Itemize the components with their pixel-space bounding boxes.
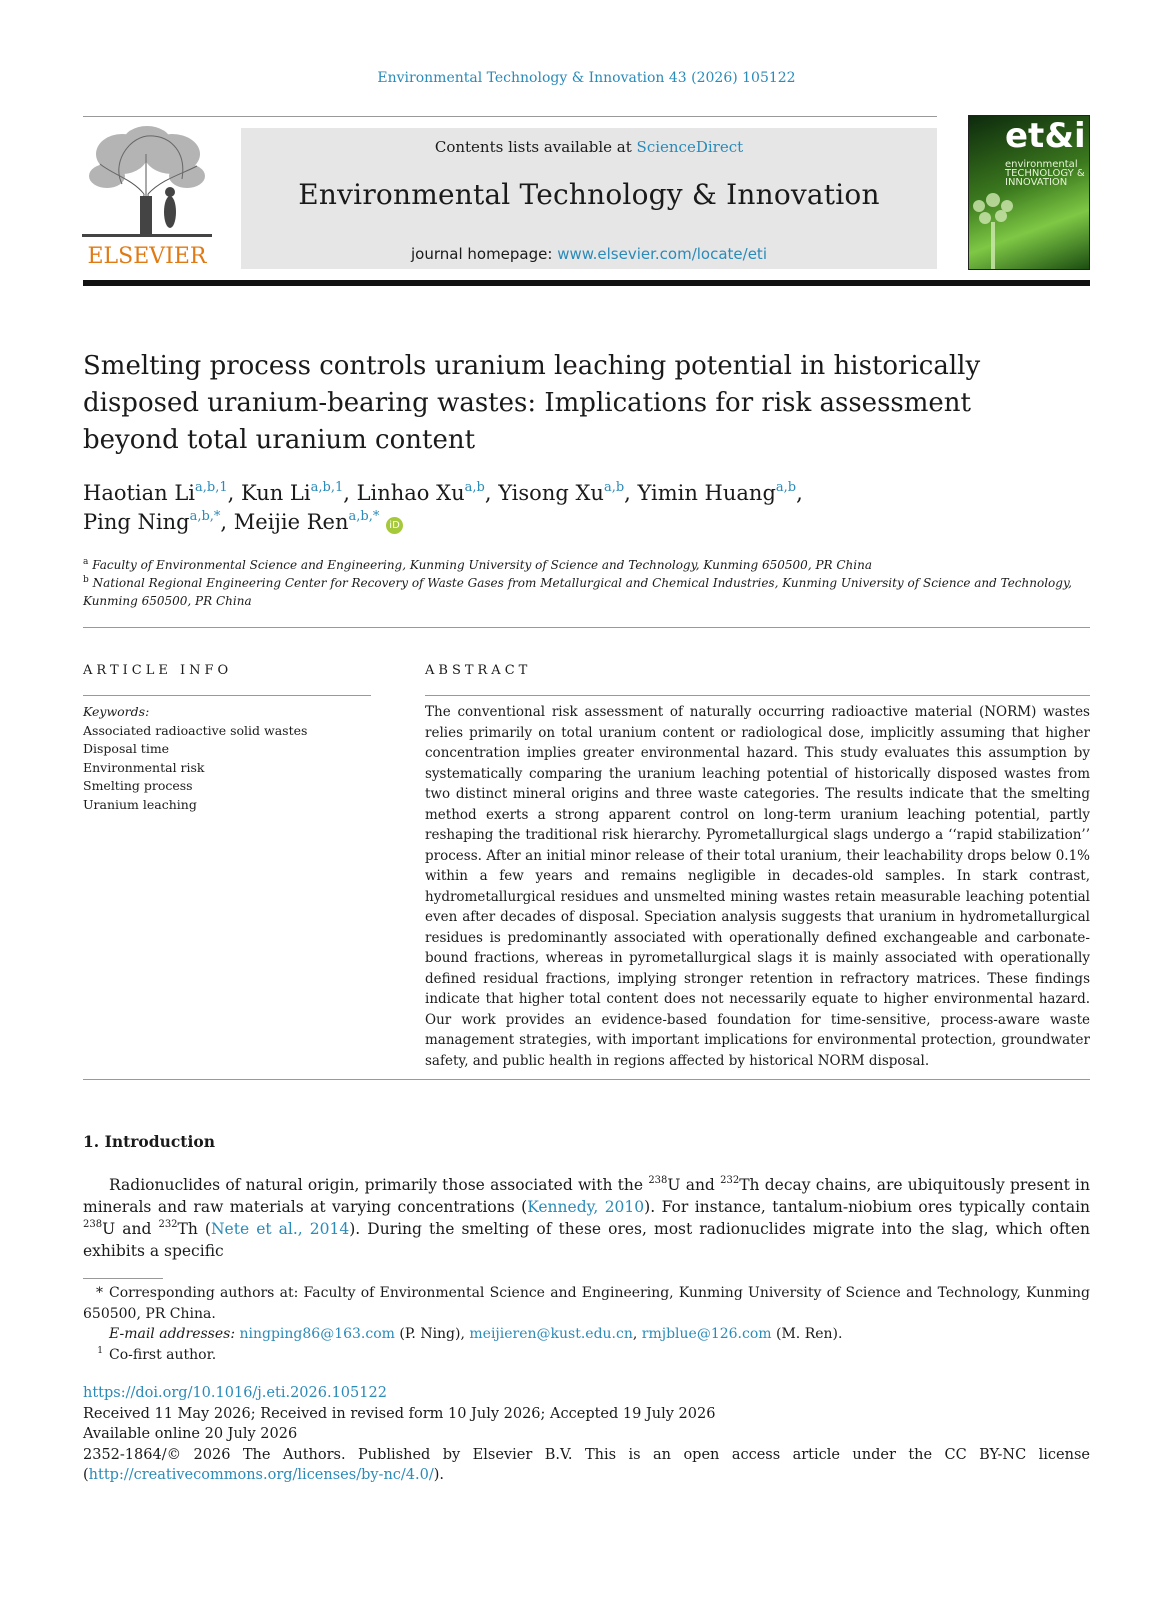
received-dates: Received 11 May 2026; Received in revised form 10 July 2026; Accepted 19 July 2026: [83, 1405, 716, 1422]
journal-cover-image[interactable]: [968, 115, 1090, 270]
abstract-text: The conventional risk assessment of naturally occurring radioactive material (NORM) wastes relies primarily on total uranium content or radiological dose, implicitly assuming that higher concentration implies greater environmental hazard. This study evaluates this assumption by systematically comparing the uranium leaching potential of historically disposed wastes from two distinct mineral origins and three waste categories. The results indicate that the smelting method exerts a strong apparent control on long-term uranium leaching potential, partly reshaping the traditional risk hierarchy. Pyrometallurgical slags undergo a ‘‘rapid stabilization’’ process. After an initial minor release of their total uranium, their leachability drops below 0.1% within a few years and remains negligible in decades-old samples. In stark contrast, hydrometallurgical residues and unsmelted mining wastes retain measurable leaching potential even after decades of disposal. Speciation analysis suggests that uranium in hydrometallurgical residues is predominantly associated with operationally defined exchangeable and carbonate-bound fractions, whereas in pyrometallurgical slags it is mainly associated with operationally defined residual fractions, implying stronger retention in refractory matrices. These findings indicate that higher total content does not necessarily equate to higher environmental hazard. Our work provides an evidence-based foundation for time-sensitive, process-aware waste management strategies, with important implications for environmental protection, groundwater safety, and public health in regions affected by historical NORM disposal.: [425, 704, 1090, 1069]
intro-text: ). During the smelting of these ores, most radionuclides migrate into the slag, which often exhibits a specific: [83, 1220, 1090, 1260]
affiliation-text: National Regional Engineering Center for Recovery of Waste Gases from Metallurgical and Chemical Industries, Kunming University of Science and Technology, Kunming 650500, PR China: [83, 576, 1072, 608]
author-affiliation-marker[interactable]: a,b,1: [195, 480, 228, 495]
abstract-divider: [425, 695, 1090, 696]
cover-text: [1005, 160, 1085, 187]
citation-link[interactable]: Kennedy, 2010: [527, 1198, 645, 1216]
intro-text: U and: [667, 1176, 721, 1194]
author-affiliation-marker[interactable]: a,b: [603, 480, 625, 495]
cofirst-footnote: [83, 1345, 1090, 1366]
intro-text: Radionuclides of natural origin, primarily those associated with the: [109, 1176, 649, 1194]
abstract-end-divider: [83, 1079, 1090, 1080]
introduction-paragraph: [83, 1174, 1090, 1262]
author-list: Haotian Li$^{a,b,1}$, Kun Li$^{a,b,1}$, Linhao Xu$^{a,b}$, Yisong Xu$^{a,b}$, Yimin Huang$^{a,b}$, Ping Ning$^{a,b,*}$, Meijie Ren$^{a,b,*}$ iD: [83, 480, 803, 534]
isotope-superscript: 238: [83, 1219, 103, 1230]
contents-prefix: Contents lists available at: [434, 138, 637, 156]
author-name[interactable]: Yimin Huang: [637, 481, 776, 505]
paren: ).: [433, 1467, 445, 1483]
footnote-marker: *: [96, 1285, 103, 1301]
footnotes: [83, 1283, 1090, 1365]
keyword-item: Disposal time: [83, 741, 170, 756]
affiliation-a: [83, 556, 1083, 574]
contents-line: [241, 138, 937, 156]
abstract-heading: ABSTRACT: [425, 663, 532, 678]
journal-name: Environmental Technology & Innovation: [298, 178, 880, 211]
doi-link[interactable]: https://doi.org/10.1016/j.eti.2026.105122: [83, 1385, 387, 1401]
available-online: Available online 20 July 2026: [83, 1426, 298, 1442]
author-affiliation-marker[interactable]: a,b,*: [189, 509, 221, 524]
sciencedirect-link[interactable]: ScienceDirect: [636, 138, 744, 156]
license-link[interactable]: http://creativecommons.org/licenses/by-nc/4.0/: [88, 1467, 434, 1483]
keyword-item: Associated radioactive solid wastes: [83, 722, 308, 738]
author-affiliation-marker[interactable]: a,b: [775, 480, 797, 495]
keyword-item: Uranium leaching: [83, 796, 197, 812]
journal-citation[interactable]: Environmental Technology & Innovation 43 (2026) 105122: [377, 70, 796, 86]
elsevier-tree-icon: [82, 124, 212, 239]
author-name[interactable]: Linhao Xu: [356, 481, 465, 505]
email-owner: (M. Ren).: [771, 1326, 843, 1342]
author-name[interactable]: Kun Li: [240, 481, 311, 505]
affiliation-text: Faculty of Environmental Science and Engineering, Kunming University of Science and Technology, Kunming 650500, PR China: [92, 558, 873, 572]
footnote-divider: [83, 1278, 163, 1279]
email-separator: ,: [632, 1326, 642, 1342]
isotope-superscript: 232: [158, 1219, 178, 1230]
keyword-item: Smelting process: [83, 778, 193, 793]
header-thick-divider: [83, 280, 1090, 286]
email-footnote: [83, 1324, 1090, 1345]
keywords-label: Keywords:: [83, 704, 150, 719]
citation-link[interactable]: Nete et al., 2014: [210, 1220, 350, 1238]
cover-logo: et&i: [1005, 116, 1086, 156]
author-name[interactable]: Haotian Li: [83, 481, 196, 505]
footnote-text: Corresponding authors at: Faculty of Environmental Science and Engineering, Kunming University of Science and Technology, Kunming 650500, PR China.: [83, 1285, 1090, 1322]
intro-text: Th (: [177, 1220, 211, 1238]
corresponding-footnote: [83, 1283, 1090, 1324]
email-link[interactable]: rmjblue@126.com: [641, 1326, 772, 1342]
elsevier-logo[interactable]: [82, 124, 212, 269]
author-affiliation-marker[interactable]: a,b,*: [348, 509, 380, 524]
isotope-superscript: 232: [720, 1175, 740, 1186]
intro-text: U and: [102, 1220, 159, 1238]
homepage-link[interactable]: www.elsevier.com/locate/eti: [557, 245, 767, 263]
paren: (: [83, 1467, 89, 1483]
email-owner: (P. Ning),: [394, 1326, 470, 1342]
article-info-divider: [83, 695, 371, 696]
cover-text-line: TECHNOLOGY &: [1005, 168, 1085, 179]
email-label: E-mail addresses:: [109, 1326, 240, 1342]
cover-text-line: environmental: [1005, 159, 1078, 170]
publication-info: [83, 1383, 1090, 1486]
cover-text-line: INNOVATION: [1005, 177, 1068, 188]
header-divider: [83, 116, 937, 117]
author-name[interactable]: Ping Ning: [83, 510, 190, 534]
affiliation-divider: [83, 627, 1090, 628]
cover-tree-icon: [969, 186, 1029, 270]
footnote-text: Co-first author.: [109, 1346, 217, 1363]
affiliation-label: a: [83, 557, 89, 567]
keyword-item: Environmental risk: [83, 759, 205, 775]
article-title: Smelting process controls uranium leaching potential in historically disposed uranium-bearing wastes: Implications for risk assessment beyond total uranium content: [83, 351, 981, 455]
keywords-block: [83, 703, 373, 814]
author-affiliation-marker[interactable]: a,b,1: [310, 480, 344, 495]
intro-text: Th decay chains, are ubiquitously present in minerals and raw materials at varying concentrations (: [83, 1176, 1090, 1216]
footnote-marker: 1: [97, 1345, 103, 1356]
isotope-superscript: 238: [648, 1175, 668, 1186]
affiliation-b: [83, 574, 1083, 610]
author-name[interactable]: Yisong Xu: [498, 481, 604, 505]
orcid-icon[interactable]: iD: [386, 517, 403, 534]
introduction-heading: 1. Introduction: [83, 1132, 215, 1151]
affiliation-label: b: [83, 575, 89, 585]
homepage-line: [241, 245, 937, 263]
elsevier-wordmark: ELSEVIER: [87, 244, 207, 269]
license-statement: 2352-1864/© 2026 The Authors. Published by Elsevier B.V. This is an open access article under the CC BY-NC license: [83, 1446, 1090, 1463]
license-url-line: [83, 1465, 1090, 1486]
affiliations: [83, 556, 1083, 610]
article-info-heading: ARTICLE INFO: [83, 663, 233, 678]
author-name[interactable]: Meijie Ren: [233, 510, 349, 534]
email-link[interactable]: meijieren@kust.edu.cn: [469, 1326, 633, 1342]
intro-text: ). For instance, tantalum-niobium ores typically contain: [644, 1198, 1091, 1216]
homepage-prefix: journal homepage:: [411, 245, 558, 263]
journal-header-box: [241, 128, 937, 269]
email-link[interactable]: ningping86@163.com: [239, 1326, 395, 1342]
author-affiliation-marker[interactable]: a,b: [464, 480, 485, 495]
